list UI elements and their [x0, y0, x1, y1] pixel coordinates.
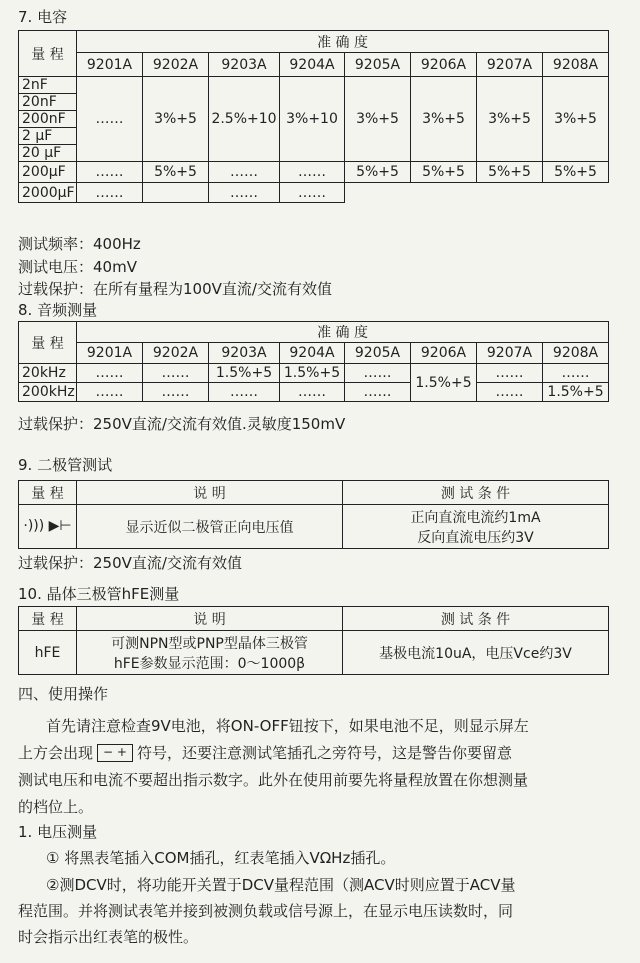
value-cell: 3%+5	[411, 77, 477, 162]
value-cell: ……	[77, 77, 143, 162]
value-cell: 1.5%+5	[280, 364, 345, 383]
step-line: 时会指示出红表笔的极性。	[18, 928, 199, 946]
description-header: 说 明	[77, 481, 343, 505]
value-cell: 5%+5	[477, 162, 543, 183]
subsection-title-voltage: 1. 电压测量	[18, 823, 98, 841]
condition-header: 测 试 条 件	[343, 607, 609, 631]
description-line: hFE参数显示范围：0～1000β	[113, 655, 306, 672]
range-cell: 20nF	[19, 94, 77, 111]
diode-symbol-icon: ·))) ▶⊢	[19, 505, 77, 549]
section-title-capacitance: 7. 电容	[18, 8, 68, 26]
model-header: 9207A	[477, 53, 543, 77]
section-title-audio: 8. 音频测量	[18, 301, 98, 319]
note-voltage: 测试电压：40mV	[18, 258, 137, 276]
value-cell: 5%+5	[345, 162, 411, 183]
model-header: 9208A	[543, 343, 609, 364]
value-cell: 5%+5	[411, 162, 477, 183]
section-title-hfe: 10. 晶体三极管hFE测量	[18, 585, 180, 603]
condition-line: 反向直流电压约3V	[417, 529, 534, 546]
value-cell: ……	[280, 162, 345, 183]
step-line: 程范围。并将测试表笔并接到被测负载或信号源上，在显示电压读数时，同	[18, 902, 514, 920]
model-header: 9201A	[77, 53, 143, 77]
value-cell: 3%+10	[280, 77, 345, 162]
paragraph-line: 的档位上。	[18, 798, 94, 816]
description-cell: 显示近似二极管正向电压值	[77, 505, 343, 549]
value-cell: ……	[77, 183, 143, 203]
model-header: 9208A	[543, 53, 609, 77]
range-cell: 20kHz	[19, 364, 77, 383]
value-cell: ……	[209, 162, 280, 183]
value-cell: ……	[77, 162, 143, 183]
paragraph-line: 测试电压和电流不要超出指示数字。此外在使用前要先将量程放置在你想测量	[18, 771, 529, 789]
value-cell: 2.5%+10	[209, 77, 280, 162]
model-header: 9206A	[411, 343, 477, 364]
value-cell: ……	[477, 364, 543, 383]
value-cell: ……	[209, 383, 280, 402]
value-cell: 3%+5	[477, 77, 543, 162]
model-header: 9203A	[209, 53, 280, 77]
range-cell: 2nF	[19, 77, 77, 94]
value-cell: ……	[143, 364, 209, 383]
condition-cell: 基极电流10uA，电压Vce约3V	[343, 631, 609, 675]
value-cell: 5%+5	[143, 162, 209, 183]
note-audio-overload: 过载保护：250V直流/交流有效值.灵敏度150mV	[18, 415, 346, 433]
accuracy-header: 准 确 度	[77, 322, 609, 343]
condition-cell	[343, 505, 609, 549]
value-cell: ……	[77, 364, 143, 383]
value-cell: ……	[280, 383, 345, 402]
value-cell: 3%+5	[143, 77, 209, 162]
model-header: 9206A	[411, 53, 477, 77]
range-cell: 200kHz	[19, 383, 77, 402]
model-header: 9201A	[77, 343, 143, 364]
description-line: 可测NPN型或PNP型晶体三极管	[111, 635, 308, 652]
battery-icon: − +	[97, 744, 133, 762]
value-cell: ……	[345, 364, 411, 383]
range-header: 量 程	[19, 481, 77, 505]
range-cell: 200nF	[19, 111, 77, 128]
value-cell: ……	[143, 383, 209, 402]
accuracy-header: 准 确 度	[77, 31, 609, 53]
value-cell: 1.5%+5	[411, 364, 477, 402]
section-title-diode: 9. 二极管测试	[18, 456, 113, 474]
description-header: 说 明	[77, 607, 343, 631]
model-header: 9205A	[345, 53, 411, 77]
model-header: 9205A	[345, 343, 411, 364]
range-header: 量 程	[19, 31, 77, 77]
paragraph-line: 首先请注意检查9V电池，将ON-OFF钮按下，如果电池不足，则显示屏左	[46, 717, 529, 735]
value-cell: 5%+5	[543, 162, 609, 183]
description-cell	[77, 631, 343, 675]
model-header: 9207A	[477, 343, 543, 364]
step-line: ① 将黑表笔插入COM插孔，红表笔插入VΩHz插孔。	[46, 849, 396, 867]
model-header: 9204A	[280, 53, 345, 77]
section-title-operation: 四、使用操作	[18, 685, 109, 703]
condition-header: 测 试 条 件	[343, 481, 609, 505]
range-header: 量 程	[19, 607, 77, 631]
note-diode-overload: 过载保护：250V直流/交流有效值	[18, 554, 242, 572]
value-cell: ……	[543, 364, 609, 383]
value-cell: 1.5%+5	[209, 364, 280, 383]
paragraph-line-battery	[18, 742, 512, 763]
value-cell: ……	[280, 183, 345, 203]
value-cell: ……	[209, 183, 280, 203]
model-header: 9202A	[143, 343, 209, 364]
value-cell: ……	[345, 383, 411, 402]
model-header: 9203A	[209, 343, 280, 364]
note-frequency: 测试频率：400Hz	[18, 235, 141, 253]
capacitance-table	[18, 30, 609, 203]
value-cell	[143, 183, 209, 203]
value-cell: 1.5%+5	[543, 383, 609, 402]
range-header: 量 程	[19, 322, 77, 364]
paragraph-text: 上方会出现	[18, 744, 94, 762]
hfe-table	[18, 606, 609, 675]
value-cell: 3%+5	[345, 77, 411, 162]
model-header: 9204A	[280, 343, 345, 364]
range-cell: 200μF	[19, 162, 77, 183]
value-cell: ……	[77, 383, 143, 402]
model-header: 9202A	[143, 53, 209, 77]
diode-table	[18, 480, 609, 549]
range-cell: 20 μF	[19, 145, 77, 162]
range-cell: 2000μF	[19, 183, 77, 203]
value-cell: ……	[477, 383, 543, 402]
range-cell: 2 μF	[19, 128, 77, 145]
note-overload: 过载保护：在所有量程为100V直流/交流有效值	[18, 280, 332, 298]
value-cell: 3%+5	[543, 77, 609, 162]
range-cell: hFE	[19, 631, 77, 675]
audio-table	[18, 321, 609, 402]
step-line: ②测DCV时，将功能开关置于DCV量程范围（测ACV时则应置于ACV量	[46, 876, 516, 894]
condition-line: 正向直流电流约1mA	[410, 509, 541, 526]
paragraph-text: 符号，还要注意测试笔插孔之旁符号，这是警告你要留意	[137, 744, 513, 762]
